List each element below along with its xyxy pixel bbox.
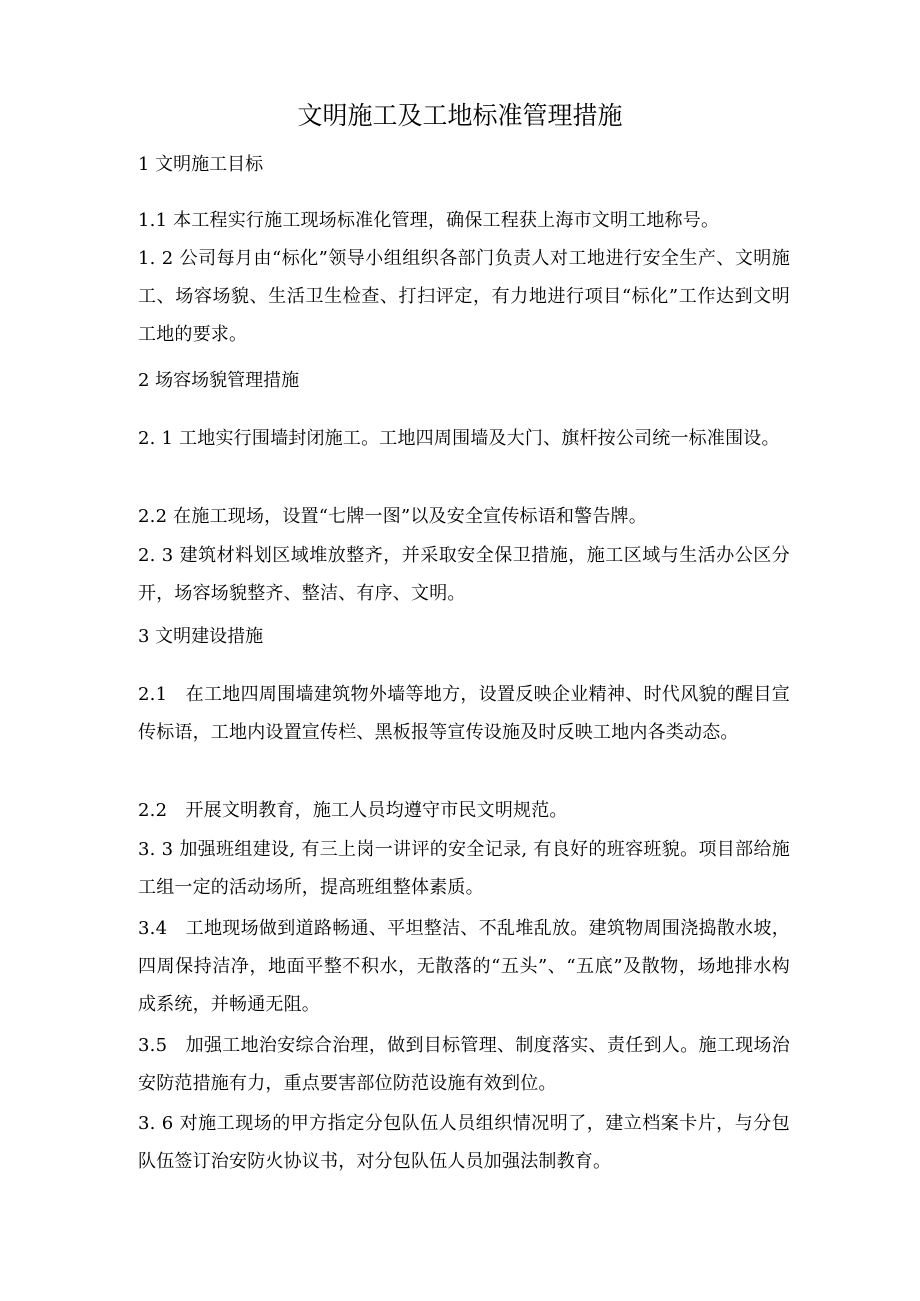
paragraph-1-1: 1.1 本工程实行施工现场标准化管理，确保工程获上海市文明工地称号。 — [138, 210, 720, 231]
section-heading-1: 1 文明施工目标 — [138, 154, 264, 175]
paragraph-2-3: 2. 3 建筑材料划区域堆放整齐，并采取安全保卫措施，施工区域与生活办公区分开，场容场貌整齐、整洁、有序、文明。 — [138, 545, 790, 604]
paragraph-3-5: 3.5 加强工地治安综合治理，做到目标管理、制度落实、责任到人。施工现场治安防范措施有力，重点要害部位防范设施有效到位。 — [138, 1035, 790, 1094]
paragraph-3-3: 3. 3 加强班组建设, 有三上岗一讲评的安全记录, 有良好的班容班貌。项目部给施工组一定的活动场所，提高班组整体素质。 — [138, 839, 790, 898]
paragraph-2-1: 2. 1 工地实行围墙封闭施工。工地四周围墙及大门、旗杆按公司统一标准围设。 — [138, 428, 780, 449]
paragraph-2-2: 2.2 在施工现场，设置“七牌一图”以及安全宣传标语和警告牌。 — [138, 506, 647, 527]
paragraph-3-1: 2.1 在工地四周围墙建筑物外墙等地方，设置反映企业精神、时代风貌的醒目宣传标语，工地内设置宣传栏、黑板报等宣传设施及时反映工地内各类动态。 — [138, 684, 790, 743]
paragraph-1-2: 1. 2 公司每月由“标化”领导小组组织各部门负责人对工地进行安全生产、文明施工、场容场貌、生活卫生检查、打扫评定，有力地进行项目“标化”工作达到文明工地的要求。 — [138, 248, 790, 345]
section-heading-2: 2 场容场貌管理措施 — [138, 370, 300, 391]
paragraph-3-6: 3. 6 对施工现场的甲方指定分包队伍人员组织情况明了，建立档案卡片，与分包队伍签订治安防火协议书，对分包队伍人员加强法制教育。 — [138, 1113, 790, 1172]
paragraph-3-2: 2.2 开展文明教育，施工人员均遵守市民文明规范。 — [138, 800, 568, 821]
paragraph-3-4: 3.4 工地现场做到道路畅通、平坦整洁、不乱堆乱放。建筑物周围浇捣散水坡，四周保持洁净，地面平整不积水，无散落的“五头”、“五底”及散物，场地排水构成系统，并畅通无阻。 — [138, 918, 790, 1015]
section-heading-3: 3 文明建设措施 — [138, 626, 264, 647]
document-title: 文明施工及工地标准管理措施 — [297, 101, 623, 130]
